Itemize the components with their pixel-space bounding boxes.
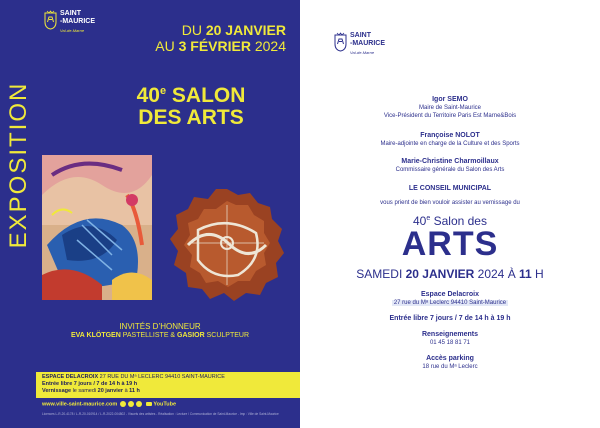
guest-name-1: EVA KLÖTGEN (70, 332, 121, 339)
guests-of-honour (36, 322, 284, 340)
info-block (300, 331, 600, 347)
youtube-icon[interactable] (146, 402, 152, 406)
salon-sup: e (159, 85, 167, 97)
guests-title: INVITÉS D’HONNEUR (119, 322, 201, 331)
salon-number: 40 (413, 214, 427, 228)
guest-name-2: GASIOR (177, 332, 205, 339)
phone-number: 01 45 18 81 71 (429, 340, 471, 346)
salon-text: Salon des (430, 214, 487, 228)
band-time: 11 h (129, 388, 140, 394)
info-band (36, 372, 300, 398)
venue-block (300, 291, 600, 307)
host-role: Maire-adjointe en charge de la Culture et des Sports (380, 141, 520, 147)
guest-role-1: PASTELLISTE & (120, 332, 178, 339)
pastel-artwork-image (42, 155, 152, 300)
salon-line2: DES ARTS (138, 106, 244, 129)
exposition-vertical-title: EXPOSITION (5, 81, 32, 249)
arts-title: ARTS (401, 225, 499, 263)
youtube-label[interactable]: YouTube (153, 401, 177, 408)
host-2 (300, 132, 600, 148)
saint-maurice-crest-icon (44, 10, 57, 30)
twitter-icon[interactable] (136, 401, 142, 407)
date-hour: 11 (519, 267, 532, 281)
parking-title: Accès parking (426, 355, 474, 362)
date-start: 20 JANVIER (205, 22, 286, 38)
saint-maurice-crest-icon (334, 32, 347, 52)
exhibition-dates (155, 22, 286, 54)
website-link[interactable]: www.ville-saint-maurice.com (42, 401, 118, 408)
salon-sup: e (426, 215, 431, 222)
opening-hours: Entrée libre 7 jours / 7 de 14 h à 19 h (389, 315, 511, 322)
host-name: Marie-Christine Charmoillaux (401, 158, 499, 165)
invitation-text: vous prient de bien vouloir assister au vernissage du (380, 200, 520, 206)
saint-maurice-logo (44, 10, 95, 35)
sculpture-artwork-image (168, 185, 286, 303)
council: LE CONSEIL MUNICIPAL (408, 185, 492, 192)
logo-line2: -MAURICE (60, 18, 95, 25)
band-text: le samedi (71, 388, 98, 394)
venue-address: 27 rue du Mᵃ Leclerc 94410 Saint-Maurice (393, 300, 507, 306)
date-year: 2024 (250, 38, 286, 54)
vernissage-date (300, 267, 600, 281)
venue-name: Espace Delacroix (421, 291, 479, 298)
license-text: Licences L-R-20-4178 / L-R-20-010914 / L-R-2022-004802 - Visuels des artistes - Réalisation : Lecture / Communication de Saint-Maurice - Imp : Ville de Saint-Maurice (42, 412, 279, 416)
instagram-icon[interactable] (128, 401, 134, 407)
host-1 (300, 96, 600, 120)
band-address: 27 RUE DU Mᵃ LECLERC 94410 SAINT-MAURICE (98, 374, 225, 380)
host-role: Vice-Président du Territoire Paris Est Marne&Bois (383, 113, 517, 119)
band-venue: ESPACE DELACROIX (42, 374, 99, 380)
guest-role-2: SCULPTEUR (204, 332, 250, 339)
parking-address: 18 rue du Mᵃ Leclerc (422, 364, 478, 370)
logo-line1: SAINT (60, 10, 81, 17)
host-role: Commissaire générale du Salon des Arts (395, 167, 505, 173)
info-title: Renseignements (421, 331, 479, 338)
logo-line3: Val-de-Marne (60, 28, 85, 33)
parking-block (300, 355, 600, 371)
band-vernissage: Vernissage (42, 388, 72, 394)
logo-line3: Val-de-Marne (350, 50, 375, 55)
host-role: Maire de Saint-Maurice (418, 105, 482, 111)
logo-line1: SAINT (350, 32, 371, 39)
facebook-icon[interactable] (120, 401, 126, 407)
date-text: H (531, 267, 544, 281)
host-name: Igor SEMO (432, 96, 468, 103)
date-text: 2024 À (474, 267, 520, 281)
website-row (42, 401, 176, 407)
salon-title (98, 80, 284, 129)
saint-maurice-logo (334, 32, 385, 57)
date-prefix: AU (155, 38, 179, 54)
band-text: à (123, 388, 130, 394)
band-date: 20 janvier (97, 388, 124, 394)
salon-line1: SALON (166, 84, 246, 107)
band-hours: Entrée libre 7 jours / 7 de 14 h à 19 h (42, 381, 138, 387)
logo-line2: -MAURICE (350, 40, 385, 47)
invitation-page (300, 0, 600, 428)
date-day: 20 JANVIER (405, 267, 475, 281)
date-text: SAMEDI (356, 267, 406, 281)
host-3 (300, 158, 600, 174)
salon-number: 40 (136, 84, 160, 107)
date-prefix: DU (181, 22, 206, 38)
host-name: Françoise NOLOT (420, 132, 480, 139)
date-end: 3 FÉVRIER (178, 38, 251, 54)
